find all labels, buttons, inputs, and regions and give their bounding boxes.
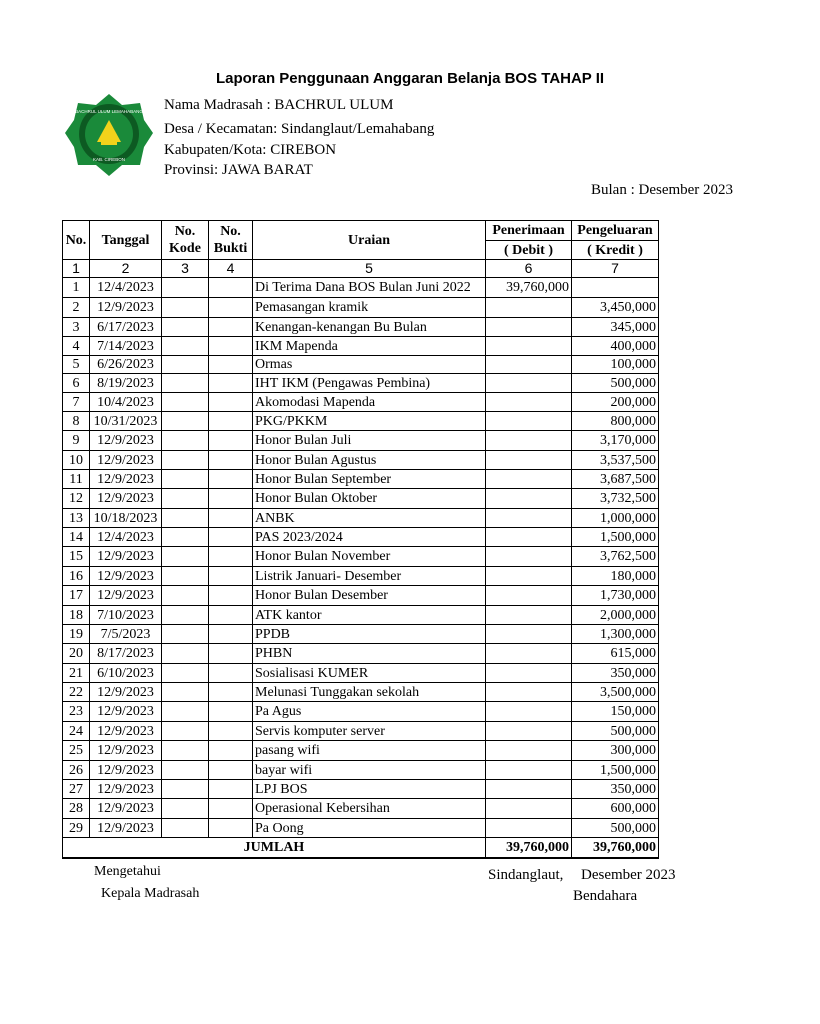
row-no: 9 (63, 431, 90, 451)
row-tanggal: 12/4/2023 (90, 278, 162, 298)
row-uraian: Kenangan-kenangan Bu Bulan (253, 318, 486, 337)
row-bukti (209, 606, 253, 625)
row-kredit: 3,537,500 (572, 451, 659, 470)
row-tanggal: 8/19/2023 (90, 374, 162, 393)
row-debit (486, 451, 572, 470)
row-tanggal: 12/9/2023 (90, 451, 162, 470)
row-kode (162, 586, 209, 606)
table-row (63, 356, 659, 374)
row-debit (486, 606, 572, 625)
row-bukti (209, 431, 253, 451)
row-bukti (209, 547, 253, 567)
table-row (63, 819, 659, 838)
column-number-row (63, 260, 659, 278)
row-no: 22 (63, 683, 90, 702)
row-tanggal: 12/9/2023 (90, 683, 162, 702)
row-no: 12 (63, 489, 90, 509)
row-tanggal: 10/31/2023 (90, 412, 162, 431)
table-row (63, 451, 659, 470)
column-number: 3 (162, 260, 209, 278)
row-kode (162, 547, 209, 567)
row-kode (162, 509, 209, 528)
table-row (63, 278, 659, 298)
row-debit (486, 819, 572, 838)
row-debit (486, 431, 572, 451)
header-kredit: ( Kredit ) (572, 241, 659, 260)
table-body (63, 278, 659, 838)
column-number: 6 (486, 260, 572, 278)
row-tanggal: 12/9/2023 (90, 567, 162, 586)
row-debit (486, 470, 572, 489)
row-kode (162, 356, 209, 374)
row-tanggal: 12/9/2023 (90, 431, 162, 451)
row-kredit: 300,000 (572, 741, 659, 761)
row-no: 15 (63, 547, 90, 567)
row-tanggal: 12/9/2023 (90, 722, 162, 741)
row-bukti (209, 489, 253, 509)
row-bukti (209, 780, 253, 799)
row-tanggal: 12/9/2023 (90, 741, 162, 761)
row-no: 2 (63, 298, 90, 318)
row-tanggal: 10/18/2023 (90, 509, 162, 528)
row-bukti (209, 356, 253, 374)
total-label: JUMLAH (63, 838, 486, 858)
row-bukti (209, 393, 253, 412)
row-no: 4 (63, 337, 90, 356)
info-bulan: Bulan : Desember 2023 (591, 182, 734, 198)
row-no: 18 (63, 606, 90, 625)
row-bukti (209, 374, 253, 393)
row-kode (162, 644, 209, 664)
row-kredit: 800,000 (572, 412, 659, 431)
row-no: 7 (63, 393, 90, 412)
column-number: 5 (253, 260, 486, 278)
row-kode (162, 722, 209, 741)
row-no: 23 (63, 702, 90, 722)
table-row (63, 470, 659, 489)
row-tanggal: 12/9/2023 (90, 470, 162, 489)
row-kode (162, 298, 209, 318)
row-debit (486, 683, 572, 702)
column-number: 4 (209, 260, 253, 278)
row-uraian: IKM Mapenda (253, 337, 486, 356)
row-kredit: 615,000 (572, 644, 659, 664)
table-row (63, 393, 659, 412)
row-debit (486, 644, 572, 664)
footer-mengetahui: Mengetahui (94, 864, 161, 879)
column-number: 1 (63, 260, 90, 278)
row-bukti (209, 819, 253, 838)
table-row (63, 683, 659, 702)
row-bukti (209, 722, 253, 741)
total-kredit: 39,760,000 (572, 838, 659, 858)
row-uraian: Sosialisasi KUMER (253, 664, 486, 683)
row-kode (162, 337, 209, 356)
row-debit (486, 356, 572, 374)
row-bukti (209, 567, 253, 586)
row-debit (486, 799, 572, 819)
column-number: 7 (572, 260, 659, 278)
footer-place: Sindanglaut, (488, 867, 564, 883)
header-kode: No. Kode (162, 221, 209, 260)
row-tanggal: 7/5/2023 (90, 625, 162, 644)
row-debit (486, 489, 572, 509)
row-no: 24 (63, 722, 90, 741)
table-row (63, 799, 659, 819)
row-kode (162, 799, 209, 819)
row-debit (486, 528, 572, 547)
info-provinsi: Provinsi: JAWA BARAT (164, 162, 313, 178)
table-row (63, 780, 659, 799)
row-no: 6 (63, 374, 90, 393)
row-debit (486, 567, 572, 586)
row-uraian: Honor Bulan September (253, 470, 486, 489)
row-kredit: 180,000 (572, 567, 659, 586)
row-kredit: 1,500,000 (572, 528, 659, 547)
row-no: 13 (63, 509, 90, 528)
header-uraian: Uraian (253, 221, 486, 260)
row-debit (486, 702, 572, 722)
total-debit: 39,760,000 (486, 838, 572, 858)
row-kredit: 350,000 (572, 780, 659, 799)
header-bukti: No. Bukti (209, 221, 253, 260)
row-debit (486, 509, 572, 528)
table-row (63, 702, 659, 722)
info-desa: Desa / Kecamatan: Sindanglaut/Lemahabang (164, 121, 435, 137)
row-debit (486, 298, 572, 318)
row-debit (486, 722, 572, 741)
row-no: 3 (63, 318, 90, 337)
row-kredit: 1,000,000 (572, 509, 659, 528)
row-kredit: 345,000 (572, 318, 659, 337)
table-row (63, 664, 659, 683)
row-debit (486, 337, 572, 356)
row-uraian: bayar wifi (253, 761, 486, 780)
row-uraian: PPDB (253, 625, 486, 644)
row-kode (162, 278, 209, 298)
row-uraian: Honor Bulan Agustus (253, 451, 486, 470)
row-no: 19 (63, 625, 90, 644)
row-uraian: Melunasi Tunggakan sekolah (253, 683, 486, 702)
row-kredit: 500,000 (572, 819, 659, 838)
report-title: Laporan Penggunaan Anggaran Belanja BOS TAHAP II (215, 70, 605, 87)
table-row (63, 586, 659, 606)
row-kode (162, 431, 209, 451)
table-row (63, 567, 659, 586)
row-tanggal: 7/10/2023 (90, 606, 162, 625)
row-tanggal: 12/9/2023 (90, 819, 162, 838)
row-uraian: Pa Oong (253, 819, 486, 838)
row-tanggal: 12/9/2023 (90, 298, 162, 318)
row-debit (486, 318, 572, 337)
row-kode (162, 606, 209, 625)
row-kode (162, 528, 209, 547)
table-row (63, 374, 659, 393)
row-tanggal: 12/9/2023 (90, 780, 162, 799)
table-row (63, 412, 659, 431)
row-bukti (209, 644, 253, 664)
row-kode (162, 374, 209, 393)
row-debit: 39,760,000 (486, 278, 572, 298)
row-kode (162, 819, 209, 838)
row-kode (162, 761, 209, 780)
header-tanggal: Tanggal (90, 221, 162, 260)
table-row (63, 722, 659, 741)
row-tanggal: 10/4/2023 (90, 393, 162, 412)
info-kabupaten: Kabupaten/Kota: CIREBON (164, 142, 337, 158)
row-no: 21 (63, 664, 90, 683)
table-row (63, 606, 659, 625)
logo-ring-text: BACHRUL ULUM LEMAHABANG (75, 109, 143, 114)
row-no: 27 (63, 780, 90, 799)
row-kredit: 3,500,000 (572, 683, 659, 702)
row-kode (162, 741, 209, 761)
row-tanggal: 6/10/2023 (90, 664, 162, 683)
header-pengeluaran: Pengeluaran (572, 221, 659, 241)
row-bukti (209, 702, 253, 722)
row-uraian: Servis komputer server (253, 722, 486, 741)
row-uraian: Honor Bulan Oktober (253, 489, 486, 509)
row-no: 20 (63, 644, 90, 664)
row-kode (162, 393, 209, 412)
row-kredit: 150,000 (572, 702, 659, 722)
row-kode (162, 702, 209, 722)
row-bukti (209, 298, 253, 318)
row-no: 11 (63, 470, 90, 489)
row-uraian: PAS 2023/2024 (253, 528, 486, 547)
footer-date: Desember 2023 (581, 867, 676, 883)
table-row (63, 489, 659, 509)
row-bukti (209, 509, 253, 528)
row-uraian: Pa Agus (253, 702, 486, 722)
row-kode (162, 318, 209, 337)
row-no: 16 (63, 567, 90, 586)
row-bukti (209, 625, 253, 644)
row-kredit: 400,000 (572, 337, 659, 356)
row-uraian: Honor Bulan November (253, 547, 486, 567)
table-row (63, 528, 659, 547)
row-kredit: 3,687,500 (572, 470, 659, 489)
row-debit (486, 586, 572, 606)
row-bukti (209, 337, 253, 356)
row-kredit: 350,000 (572, 664, 659, 683)
row-uraian: LPJ BOS (253, 780, 486, 799)
row-kredit: 100,000 (572, 356, 659, 374)
row-debit (486, 761, 572, 780)
row-debit (486, 741, 572, 761)
table-row (63, 625, 659, 644)
row-uraian: Honor Bulan Juli (253, 431, 486, 451)
row-tanggal: 7/14/2023 (90, 337, 162, 356)
row-kredit: 2,000,000 (572, 606, 659, 625)
table-row (63, 431, 659, 451)
row-tanggal: 12/4/2023 (90, 528, 162, 547)
row-no: 25 (63, 741, 90, 761)
row-kode (162, 412, 209, 431)
footer-bendahara: Bendahara (573, 888, 638, 904)
row-uraian: Pemasangan kramik (253, 298, 486, 318)
row-bukti (209, 278, 253, 298)
row-debit (486, 780, 572, 799)
total-row (63, 838, 659, 858)
row-uraian: Di Terima Dana BOS Bulan Juni 2022 (253, 278, 486, 298)
row-kredit: 3,450,000 (572, 298, 659, 318)
row-no: 26 (63, 761, 90, 780)
row-no: 1 (63, 278, 90, 298)
row-debit (486, 393, 572, 412)
row-kredit (572, 278, 659, 298)
row-tanggal: 12/9/2023 (90, 761, 162, 780)
budget-table (62, 220, 659, 859)
row-tanggal: 12/9/2023 (90, 547, 162, 567)
row-kode (162, 683, 209, 702)
row-kredit: 1,730,000 (572, 586, 659, 606)
row-uraian: ATK kantor (253, 606, 486, 625)
footer-kepala: Kepala Madrasah (101, 886, 200, 901)
row-uraian: pasang wifi (253, 741, 486, 761)
header-no: No. (63, 221, 90, 260)
info-madrasah: Nama Madrasah : BACHRUL ULUM (164, 97, 394, 113)
row-debit (486, 412, 572, 431)
row-no: 29 (63, 819, 90, 838)
column-number: 2 (90, 260, 162, 278)
row-tanggal: 12/9/2023 (90, 799, 162, 819)
row-bukti (209, 528, 253, 547)
table-row (63, 741, 659, 761)
row-no: 8 (63, 412, 90, 431)
logo-bottom-text: KAB. CIREBON (92, 157, 126, 162)
row-tanggal: 6/26/2023 (90, 356, 162, 374)
row-uraian: PHBN (253, 644, 486, 664)
row-bukti (209, 761, 253, 780)
row-kode (162, 625, 209, 644)
row-bukti (209, 318, 253, 337)
row-kredit: 3,732,500 (572, 489, 659, 509)
row-uraian: ANBK (253, 509, 486, 528)
row-uraian: Honor Bulan Desember (253, 586, 486, 606)
row-no: 5 (63, 356, 90, 374)
table-row (63, 547, 659, 567)
row-uraian: IHT IKM (Pengawas Pembina) (253, 374, 486, 393)
row-bukti (209, 741, 253, 761)
row-kredit: 3,170,000 (572, 431, 659, 451)
row-bukti (209, 683, 253, 702)
table-row (63, 509, 659, 528)
row-debit (486, 374, 572, 393)
row-tanggal: 6/17/2023 (90, 318, 162, 337)
table-row (63, 337, 659, 356)
row-debit (486, 625, 572, 644)
table-row (63, 298, 659, 318)
row-kredit: 3,762,500 (572, 547, 659, 567)
row-debit (486, 664, 572, 683)
row-kode (162, 664, 209, 683)
row-bukti (209, 799, 253, 819)
row-uraian: Akomodasi Mapenda (253, 393, 486, 412)
row-kode (162, 567, 209, 586)
row-kredit: 600,000 (572, 799, 659, 819)
row-tanggal: 12/9/2023 (90, 702, 162, 722)
row-uraian: Ormas (253, 356, 486, 374)
header-debit: ( Debit ) (486, 241, 572, 260)
row-bukti (209, 412, 253, 431)
row-kode (162, 780, 209, 799)
row-kode (162, 470, 209, 489)
row-no: 14 (63, 528, 90, 547)
row-kredit: 200,000 (572, 393, 659, 412)
table-row (63, 644, 659, 664)
row-bukti (209, 451, 253, 470)
row-bukti (209, 664, 253, 683)
header-penerimaan: Penerimaan (486, 221, 572, 241)
table-row (63, 761, 659, 780)
row-uraian: PKG/PKKM (253, 412, 486, 431)
row-kredit: 1,500,000 (572, 761, 659, 780)
row-kode (162, 451, 209, 470)
row-uraian: Operasional Kebersihan (253, 799, 486, 819)
row-debit (486, 547, 572, 567)
row-tanggal: 8/17/2023 (90, 644, 162, 664)
row-kredit: 1,300,000 (572, 625, 659, 644)
row-kredit: 500,000 (572, 722, 659, 741)
row-tanggal: 12/9/2023 (90, 586, 162, 606)
row-uraian: Listrik Januari- Desember (253, 567, 486, 586)
row-no: 10 (63, 451, 90, 470)
row-kode (162, 489, 209, 509)
row-tanggal: 12/9/2023 (90, 489, 162, 509)
row-bukti (209, 470, 253, 489)
row-no: 28 (63, 799, 90, 819)
table-row (63, 318, 659, 337)
row-kredit: 500,000 (572, 374, 659, 393)
row-no: 17 (63, 586, 90, 606)
row-bukti (209, 586, 253, 606)
